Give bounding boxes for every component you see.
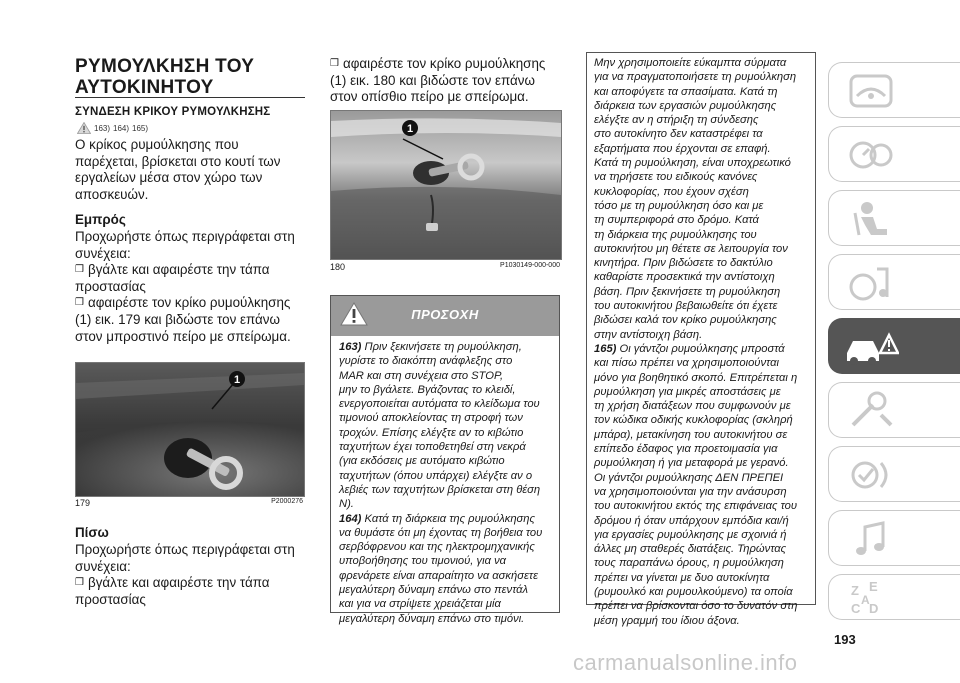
warning-triangle-icon — [77, 122, 91, 134]
wrench-service-icon — [847, 391, 895, 431]
continuation-line: του αυτοκινήτου βεβαιωθείτε ότι έχετε — [594, 300, 778, 313]
rear-bullet-2-text: αφαιρέστε τον κρίκο ρυμούλκησης — [343, 56, 546, 71]
warning-165-line: επίπεδο έδαφος για προετοιμασία για — [594, 443, 778, 456]
warning-box — [330, 295, 560, 625]
warning-165-line: (ρυμουλκό και ρυμουλκούμενο) τα οποία — [594, 585, 793, 598]
warning-163-text: Πριν ξεκινήσετε τη ρυμούλκηση, — [364, 341, 522, 353]
front-bullet-2-continuation: στον μπροστινό πείρο με σπείρωμα. — [75, 328, 291, 344]
warning-165-line: πρέπει να γίνεται με δυο αυτοκίνητα — [594, 571, 770, 584]
seated-driver-icon — [847, 199, 895, 239]
continuation-line: βιδώσει καλά τον κρίκο ρυμούλκησης — [594, 314, 777, 327]
front-bullet-1-text — [88, 262, 270, 279]
warning-165-line: ρυμούλκηση ή για μεταφορά με γερανό. — [594, 457, 789, 470]
warning-163-label: 163) — [339, 341, 362, 353]
bullet-line: αφαιρέστε τον κρίκο ρυμούλκησης — [88, 295, 291, 311]
front-bullet-2-text — [88, 295, 290, 312]
warning-163-line: ταχυτήτων (όπου υπάρχει) ελέγξτε αν ο — [339, 469, 533, 482]
continuation-line: στο αυτοκίνητο δεν καταστρέφει τα — [594, 128, 763, 141]
chapter-tab-seated-driver[interactable] — [828, 190, 960, 246]
svg-text:C: C — [851, 601, 861, 616]
reference-165: 165) — [132, 123, 149, 133]
front-intro-line: συνέχεια: — [75, 245, 131, 261]
warning-165-line: να χρησιμοποιούνται για την ανάσυρση — [594, 485, 787, 498]
rear-section — [75, 542, 310, 608]
warning-163-line: λεβιές των ταχυτήτων βρίσκεται στη θέση — [339, 483, 541, 496]
warning-header — [331, 296, 559, 336]
reference-163: 163) — [94, 123, 111, 133]
chapter-tab-instrument-panel[interactable] — [828, 126, 960, 182]
rear-intro-line: Προχωρήστε όπως περιγράφεται στη — [75, 542, 295, 557]
steering-wheel-icon — [847, 263, 895, 303]
continuation-line: τόσο με τη ρυμούλκηση όσο και με — [594, 199, 764, 212]
continuation-line: διάρκεια των εργασιών ρυμούλκησης — [594, 99, 777, 112]
alphabetical-index-icon — [847, 579, 907, 617]
car-dashboard-icon — [847, 72, 895, 110]
continuation-line: βάση. Πριν ξεκινήσετε τη ρυμούλκηση — [594, 285, 781, 298]
warning-165-line: μόνο για βοηθητικό σκοπό. Επιτρέπεται η — [594, 371, 798, 384]
chapter-tab-steering-wheel[interactable] — [828, 254, 960, 310]
checkbox-bullet-icon: ❒ — [75, 264, 84, 276]
warning-164-line: φρενάρετε είναι απαραίτητο να ασκήσετε — [339, 569, 538, 582]
warning-164-label: 164) — [339, 512, 362, 525]
continuation-line: τη διάρκεια της ρυμούλκησης του — [594, 228, 757, 241]
continuation-line: αυτοκινήτου μη θέτετε σε λειτουργία τον — [594, 242, 788, 255]
technical-data-icon — [847, 455, 895, 495]
figure-179-caption — [75, 498, 303, 508]
warning-164-line: μεγαλύτερη δύναμη επάνω στο τιμόνι. — [339, 612, 525, 625]
figure-179-photo — [75, 362, 305, 497]
warning-163-line: N). — [339, 498, 354, 511]
warning-163-line: μην το βγάλετε. Βγάζοντας το κλειδί, — [339, 383, 516, 396]
warning-163-line: τροχών. Επίσης ελέγξτε αν το κιβώτιο — [339, 426, 524, 439]
continuation-line: κινητήρα. Πριν βιδώσετε το δακτύλιο — [594, 257, 773, 270]
warning-165-line: μέση γραμμή του ίδιου άξονα. — [594, 614, 740, 627]
continuation-line: κυκλοφορίας, που έχουν σχέση — [594, 185, 749, 198]
front-intro-line: Προχωρήστε όπως περιγράφεται στη — [75, 229, 295, 244]
svg-text:Z: Z — [851, 583, 859, 598]
front-bullet-1 — [75, 262, 310, 279]
rear-bullet-2-continuation: στον οπίσθιο πείρο με σπείρωμα. — [330, 89, 529, 105]
chapter-tab-index[interactable] — [828, 574, 960, 620]
page-number: 193 — [834, 632, 856, 647]
multimedia-note-icon — [847, 519, 895, 559]
warning-165-line — [594, 342, 808, 356]
rear-bullet-2-continuation: (1) εικ. 180 και βιδώστε τον επάνω — [330, 72, 535, 88]
front-tow-hook-illustration — [76, 363, 304, 496]
section-heading: ΣΥΝΔΕΣΗ ΚΡΙΚΟΥ ΡΥΜΟΥΛΚΗΣΗΣ — [75, 106, 271, 118]
car-crash-warning-icon — [843, 327, 899, 367]
intro-line: Ο κρίκος ρυμούλκησης που — [75, 137, 239, 152]
continuation-line: ελέγξτε αν η στήριξη τη σύνδεσης — [594, 114, 759, 127]
title-rule — [75, 97, 305, 98]
warning-164-line: υποβοήθησης του τιμονιού, για να — [339, 555, 507, 568]
svg-text:E: E — [869, 579, 878, 594]
rear-bullet-2 — [330, 56, 565, 73]
warning-165-line: τους παραπάνω όρους, η ρυμούλκηση — [594, 557, 784, 570]
warning-165-line: ρυμούλκηση για μικρές αποστάσεις με — [594, 385, 781, 398]
checkbox-bullet-icon: ❒ — [75, 577, 84, 589]
intro-line: αποσκευών. — [75, 186, 149, 202]
front-bullet-2 — [75, 295, 310, 312]
chapter-tab-car-dashboard[interactable] — [828, 62, 960, 118]
checkbox-bullet-icon: ❒ — [330, 58, 339, 69]
chapter-tab-emergency[interactable] — [828, 318, 960, 374]
front-section — [75, 229, 310, 345]
figure-179-number: 179 — [75, 498, 91, 508]
continuation-line: εξαρτήματα που έρχονται σε επαφή. — [594, 142, 771, 155]
warning-164-text: Κατά τη διάρκεια της ρυμούλκησης — [364, 512, 535, 525]
warning-165-line: τη χρήση διατάξεων που συμφωνούν με — [594, 400, 791, 413]
continuation-line: για να πραγματοποιήσετε τη ρυμούλκηση — [594, 71, 797, 84]
rear-tow-hook-illustration — [331, 111, 561, 259]
figure-179-callout: 1 — [233, 374, 241, 386]
figure-180-code: P1030149-000-000 — [500, 262, 560, 269]
intro-line: παρέχεται, βρίσκεται στο κουτί των — [75, 153, 281, 169]
continuation-line: Μην χρησιμοποιείτε εύκαμπτα σύρματα — [594, 57, 787, 69]
warning-165-label: 165) — [594, 342, 617, 355]
watermark-text: carmanualsonline.info — [573, 650, 798, 675]
chapter-tab-service[interactable] — [828, 382, 960, 438]
warning-references — [77, 122, 148, 134]
front-bullet-1-continuation: προστασίας — [75, 278, 146, 294]
figure-180-caption — [330, 262, 560, 272]
page-title-line-2: ΑΥΤΟΚΙΝΗΤΟΥ — [75, 77, 214, 98]
intro-line: εργαλείων μέσα στον χώρο των — [75, 170, 263, 186]
chapter-tab-technical-data[interactable] — [828, 446, 960, 502]
figure-180-photo — [330, 110, 562, 260]
warning-body — [331, 336, 559, 626]
warning-164-line: να θυμάστε ότι μη έχοντας τη βοήθεια του — [339, 526, 543, 539]
warning-164-line: σερβόφρενου και της ηλεκτρομηχανικής — [339, 541, 535, 554]
checkbox-bullet-icon: ❒ — [75, 297, 84, 309]
continuation-line: Κατά τη ρυμούλκηση, είναι υποχρεωτικό — [594, 157, 791, 170]
warning-163-line: ταχυτήτων έχει τοποθετηθεί στη νεκρά — [339, 441, 526, 454]
figure-179-code: P2000276 — [271, 498, 303, 505]
rear-bullet-1 — [75, 575, 310, 592]
warning-164-line: μεγαλύτερη δύναμη επάνω στο πεντάλ — [339, 584, 529, 597]
bullet-line: βγάλτε και αφαιρέστε την τάπα — [88, 262, 270, 278]
warning-163-line: γυρίστε το διακόπτη ανάφλεξης στο — [339, 355, 513, 368]
rear-bullet-1-continuation: προστασίας — [75, 591, 146, 607]
figure-180-callout: 1 — [406, 123, 414, 135]
rear-intro-line: συνέχεια: — [75, 558, 131, 574]
warning-165-line: μπάρα), μετακίνηση του αυτοκινήτου σε — [594, 428, 788, 441]
warning-165-line: δρόμου ή όταν υπάρχουν εμπόδια και/ή — [594, 514, 789, 527]
instrument-panel-icon — [847, 137, 895, 173]
continuation-line: να τηρήσετε του ειδικούς κανόνες — [594, 171, 758, 184]
rear-heading: Πίσω — [75, 525, 109, 540]
figure-180-number: 180 — [330, 262, 346, 272]
page-title — [75, 56, 254, 98]
intro-paragraph — [75, 137, 310, 203]
warning-title: ΠΡΟΣΟΧΗ — [411, 307, 479, 322]
warning-165-line: άλλες μη σταθερές διατάξεις. Τηρώντας — [594, 543, 787, 556]
chapter-tab-multimedia[interactable] — [828, 510, 960, 566]
svg-text:D: D — [869, 601, 879, 616]
warning-165-text: Οι γάντζοι ρυμούλκησης μπροστά — [619, 342, 785, 355]
warning-163-line: MAR και στη συνέχεια στο STOP, — [339, 369, 504, 382]
warning-165-line: Οι γάντζοι ρυμούλκησης ΔΕΝ ΠΡΕΠΕΙ — [594, 471, 784, 484]
warning-165-line: για εργασίες ρυμούλκησης με σχοινιά ή — [594, 528, 787, 541]
warning-165-line: του αυτοκινήτου εκτός της επιφάνειας του — [594, 500, 797, 513]
warning-continuation-box — [586, 52, 816, 627]
continuation-line: και αποφύγετε τα σπασίματα. Κατά τη — [594, 85, 778, 98]
warning-163-line: (για εκδόσεις με αυτόματο κιβώτιο — [339, 455, 505, 468]
rear-bullet-2-section — [330, 56, 565, 106]
warning-163-line: ενεργοποιείται αυτόματα το κλείδωμα του — [339, 398, 540, 411]
page-title-line-1: ΡΥΜΟΥΛΚΗΣΗ ΤΟΥ — [75, 56, 255, 77]
warning-165-line: πρέπει να βρίσκονται όσο το δυνατόν στη — [594, 600, 798, 613]
continuation-line: στην αντίστοιχη βάση. — [594, 328, 703, 341]
continuation-line: καθαρίστε προσεκτικά την αντίστοιχη — [594, 271, 775, 284]
warning-163-line: τιμονιού αποκλείοντας τη στροφή των — [339, 412, 523, 425]
warning-164-line — [339, 512, 551, 526]
warning-165-line: τον κώδικα οδικής κυκλοφορίας (σκληρή — [594, 414, 793, 427]
rear-bullet-1-text: βγάλτε και αφαιρέστε την τάπα — [88, 575, 270, 591]
front-bullet-2-continuation: (1) εικ. 179 και βιδώστε τον επάνω — [75, 311, 280, 327]
reference-164: 164) — [113, 123, 130, 133]
svg-text:A: A — [861, 593, 870, 607]
continuation-line: τη συμπεριφορά στο δρόμο. Κατά — [594, 214, 759, 227]
warning-164-line: και για να στρίψετε χρειάζεται μία — [339, 598, 501, 611]
warning-163-line — [339, 340, 551, 354]
front-heading: Εμπρός — [75, 212, 126, 227]
warning-165-line: και πίσω πρέπει να χρησιμοποιούνται — [594, 357, 779, 370]
